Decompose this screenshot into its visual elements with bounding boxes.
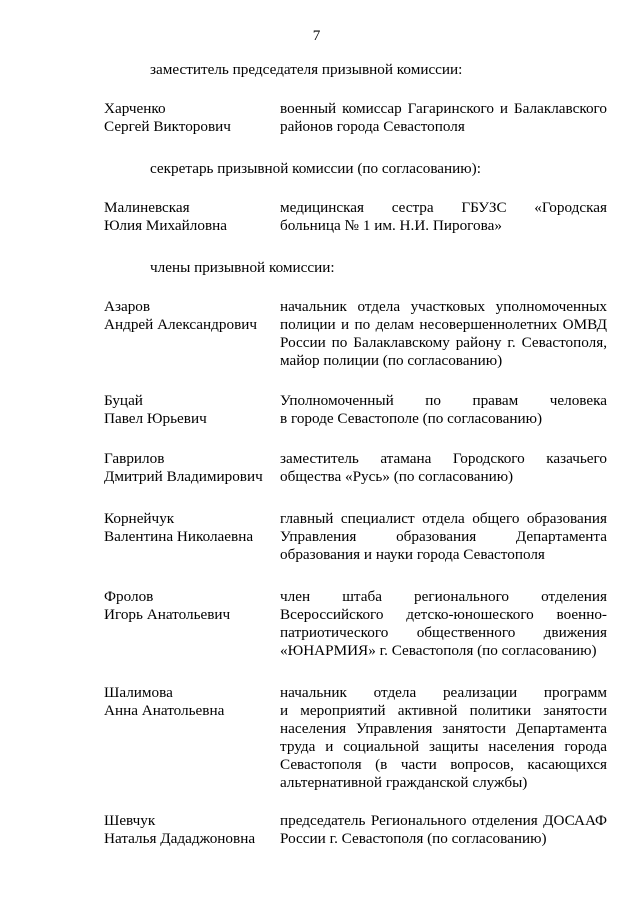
role-line: Уполномоченный по правам человека (280, 392, 607, 409)
person-surname: Харченко (104, 100, 166, 117)
role-line: Всероссийского детско-юношеского военно- (280, 606, 607, 623)
person-surname: Шалимова (104, 684, 173, 701)
role-line: заместитель атамана Городского казачьего (280, 450, 607, 467)
person-given-names: Юлия Михайловна (104, 217, 228, 234)
role-line: России г. Севастополя (по согласованию) (280, 830, 547, 847)
person-given-names: Наталья Дададжоновна (104, 830, 256, 847)
role-line: и мероприятий активной политики занятости (280, 702, 607, 719)
person-surname: Шевчук (104, 812, 156, 829)
role-line: населения Управления занятости Департамента (280, 720, 607, 737)
person-given-names: Анна Анатольевна (104, 702, 225, 719)
role-line: начальник отдела участковых уполномоченных (280, 298, 607, 315)
person-name-shalimova (104, 684, 274, 720)
role-line: альтернативной гражданской службы) (280, 774, 528, 791)
role-line: полиции и по делам несовершеннолетних ОМВД (280, 316, 607, 333)
person-role-butsai (280, 392, 607, 428)
role-line: член штаба регионального отделения (280, 588, 607, 605)
person-role-kharchenko (280, 100, 607, 136)
role-line: майор полиции (по согласованию) (280, 352, 503, 369)
person-role-azarov (280, 298, 607, 370)
person-name-malinevskaya (104, 199, 274, 235)
person-surname: Гаврилов (104, 450, 165, 467)
role-line: патриотического общественного движения (280, 624, 607, 641)
person-surname: Малиневская (104, 199, 190, 216)
deputy-heading: заместитель председателя призывной комиссии: (150, 61, 463, 78)
role-line: в городе Севастополе (по согласованию) (280, 410, 542, 427)
secretary-heading: секретарь призывной комиссии (по согласованию): (150, 160, 481, 177)
person-role-gavrilov (280, 450, 607, 486)
role-line: Севастополя (в части вопросов, касающихся (280, 756, 607, 773)
role-line: районов города Севастополя (280, 118, 465, 135)
members-heading: члены призывной комиссии: (150, 259, 335, 276)
person-role-korneychuk (280, 510, 607, 564)
person-surname: Буцай (104, 392, 143, 409)
person-name-gavrilov (104, 450, 274, 486)
role-line: общества «Русь» (по согласованию) (280, 468, 514, 485)
person-name-azarov (104, 298, 274, 334)
person-given-names: Валентина Николаевна (104, 528, 254, 545)
person-name-kharchenko (104, 100, 274, 136)
person-given-names: Сергей Викторович (104, 118, 231, 135)
person-given-names: Андрей Александрович (104, 316, 258, 333)
role-line: труда и социальной защиты населения города (280, 738, 607, 755)
person-name-shevchuk (104, 812, 274, 848)
person-role-shalimova (280, 684, 607, 792)
role-line: начальник отдела реализации программ (280, 684, 607, 701)
role-line: «ЮНАРМИЯ» г. Севастополя (по согласованию) (280, 642, 597, 659)
person-surname: Корнейчук (104, 510, 175, 527)
person-given-names: Игорь Анатольевич (104, 606, 231, 623)
person-name-frolov (104, 588, 274, 624)
person-role-malinevskaya (280, 199, 607, 235)
role-line: России по Балаклавскому району г. Севастополя, (280, 334, 607, 351)
person-role-frolov (280, 588, 607, 660)
role-line: медицинская сестра ГБУЗС «Городская (280, 199, 607, 216)
role-line: главный специалист отдела общего образования (280, 510, 607, 527)
person-surname: Азаров (104, 298, 151, 315)
role-line: образования и науки города Севастополя (280, 546, 545, 563)
role-line: военный комиссар Гагаринского и Балаклавского (280, 100, 607, 117)
page-number: 7 (312, 27, 321, 44)
person-given-names: Дмитрий Владимирович (104, 468, 263, 485)
person-name-butsai (104, 392, 274, 428)
role-line: председатель Регионального отделения ДОСААФ (280, 812, 607, 829)
person-name-korneychuk (104, 510, 274, 546)
person-role-shevchuk (280, 812, 607, 848)
role-line: Управления образования Департамента (280, 528, 607, 545)
person-given-names: Павел Юрьевич (104, 410, 207, 427)
person-surname: Фролов (104, 588, 154, 605)
role-line: больница № 1 им. Н.И. Пирогова» (280, 217, 502, 234)
